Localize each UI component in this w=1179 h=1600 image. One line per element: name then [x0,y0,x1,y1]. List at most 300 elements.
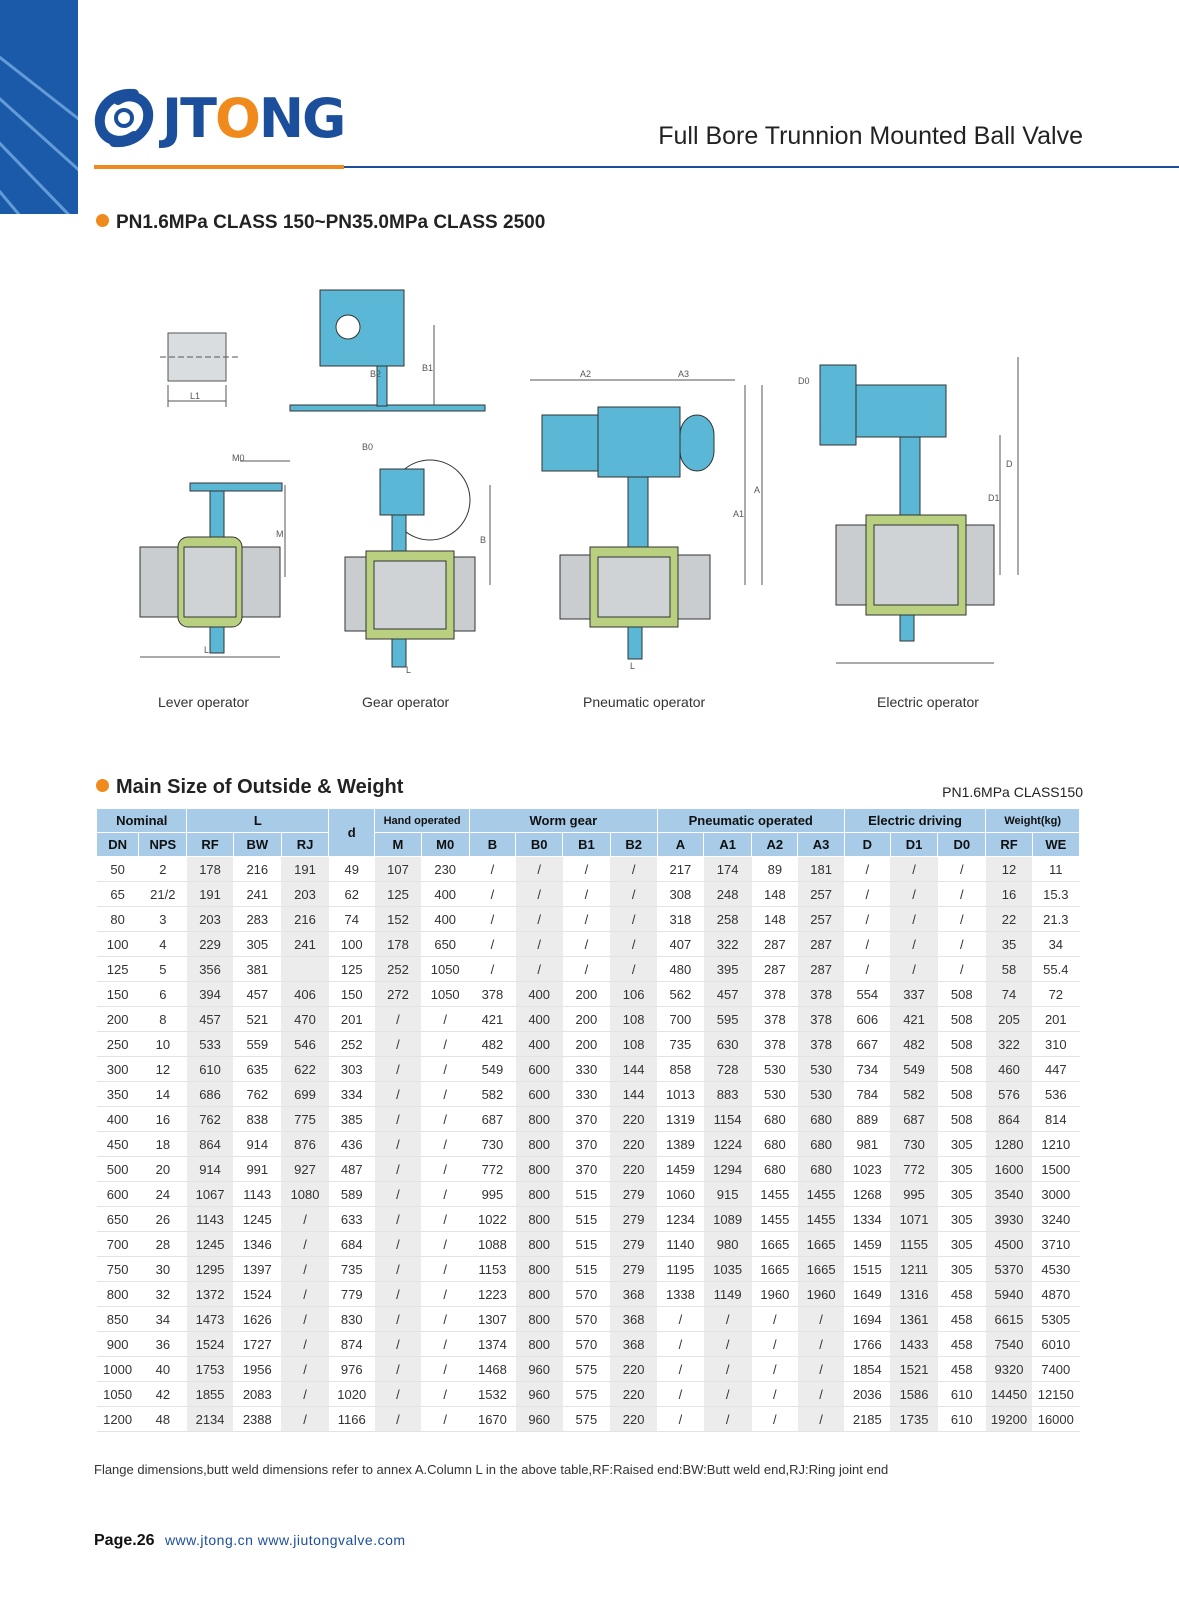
table-cell: 582 [469,1082,515,1107]
table-cell: 5 [139,957,187,982]
table-cell: / [844,932,890,957]
table-cell: 400 [516,1007,563,1032]
table-cell: 378 [752,982,798,1007]
table-cell: 1521 [890,1357,937,1382]
table-cell: 330 [563,1082,610,1107]
table-cell: / [421,1107,469,1132]
table-cell: / [752,1307,798,1332]
logo-mark-icon [94,86,154,150]
table-cell: / [798,1407,844,1432]
table-row [97,957,1080,982]
table-cell: / [375,1057,421,1082]
table-cell: / [281,1407,328,1432]
table-cell: / [938,932,986,957]
table-cell: 960 [516,1382,563,1407]
pneumatic-valve [530,369,762,671]
table-cell: / [938,957,986,982]
table-cell: 1210 [1032,1132,1079,1157]
table-cell: 980 [704,1232,752,1257]
table-cell: 549 [890,1057,937,1082]
table-cell: 400 [516,982,563,1007]
table-cell: 201 [329,1007,375,1032]
table-cell: / [421,1282,469,1307]
table-cell: 310 [1032,1032,1079,1057]
col-m0: M0 [421,833,469,857]
table-cell: 515 [563,1207,610,1232]
table-cell: / [469,932,515,957]
table-cell: 508 [938,1007,986,1032]
table-cell: / [375,1282,421,1307]
table-cell: 554 [844,982,890,1007]
table-cell: 370 [563,1107,610,1132]
table-cell: 217 [657,857,703,882]
table-cell: 330 [563,1057,610,1082]
table-row [97,1182,1080,1207]
col-dn: DN [97,833,139,857]
table-cell: 381 [233,957,281,982]
table-cell: 216 [281,907,328,932]
table-cell: 830 [329,1307,375,1332]
table-cell: 80 [97,907,139,932]
table-cell: 334 [329,1082,375,1107]
table-cell: 487 [329,1157,375,1182]
table-cell: / [375,1132,421,1157]
table-cell: 457 [233,982,281,1007]
header-rule-blue [344,166,1179,168]
table-cell: 530 [752,1057,798,1082]
table-cell: / [752,1407,798,1432]
gear-box-detail [290,290,485,411]
gear-valve [345,442,490,675]
table-cell: 58 [986,957,1032,982]
table-cell: 20 [139,1157,187,1182]
table-cell: / [421,1382,469,1407]
table-cell: 1455 [752,1182,798,1207]
table-cell: 400 [97,1107,139,1132]
table-cell: 850 [97,1307,139,1332]
table-cell: 800 [516,1332,563,1357]
table-cell: / [375,1407,421,1432]
table-cell: 1155 [890,1232,937,1257]
table-cell: 229 [187,932,233,957]
table-cell: 460 [986,1057,1032,1082]
table-row [97,1132,1080,1157]
table-cell: 318 [657,907,703,932]
col-d1: D1 [890,833,937,857]
table-cell: / [375,1332,421,1357]
table-cell: 178 [375,932,421,957]
table-cell: 125 [97,957,139,982]
table-cell: 21/2 [139,882,187,907]
table-cell: 530 [798,1057,844,1082]
table-cell: / [938,907,986,932]
table-cell: 570 [563,1332,610,1357]
table-cell: 1670 [469,1407,515,1432]
table-cell: / [657,1332,703,1357]
table-cell: / [375,1107,421,1132]
table-pressure-note: PN1.6MPa CLASS150 [942,784,1083,800]
table-row [97,1007,1080,1032]
electric-valve [798,357,1018,663]
table-cell: 174 [704,857,752,882]
table-cell: 368 [610,1307,657,1332]
table-cell: 220 [610,1132,657,1157]
table-cell: 150 [329,982,375,1007]
label-a1: A1 [733,509,745,519]
table-cell: 279 [610,1232,657,1257]
table-cell: 700 [657,1007,703,1032]
label-a3: A3 [678,369,690,379]
col-rj: RJ [281,833,328,857]
table-cell: 800 [516,1157,563,1182]
website-links[interactable]: www.jtong.cn www.jiutongvalve.com [164,1532,406,1548]
table-cell: / [798,1332,844,1357]
brand-name: JTONG [162,86,345,150]
table-cell: 458 [938,1357,986,1382]
table-cell: 1143 [187,1207,233,1232]
table-cell: 3240 [1032,1207,1079,1232]
table-cell: 356 [187,957,233,982]
table-cell: 864 [986,1107,1032,1132]
col-m: M [375,833,421,857]
group-d: d [329,809,375,857]
table-cell: 772 [469,1157,515,1182]
table-cell: 915 [704,1182,752,1207]
table-cell: 7400 [1032,1357,1079,1382]
table-cell: 350 [97,1082,139,1107]
table-cell: / [469,882,515,907]
table-cell: 458 [938,1282,986,1307]
table-cell: 152 [375,907,421,932]
table-cell: 762 [187,1107,233,1132]
table-cell: 34 [1032,932,1079,957]
table-cell: 305 [938,1207,986,1232]
table-cell: 287 [752,957,798,982]
table-cell: 684 [329,1232,375,1257]
table-cell: 24 [139,1182,187,1207]
lever-handle-detail [160,333,240,407]
table-cell: 4 [139,932,187,957]
table-cell: 1295 [187,1257,233,1282]
table-cell: 1372 [187,1282,233,1307]
table-cell: 633 [329,1207,375,1232]
table-cell: / [469,857,515,882]
table-cell: 1149 [704,1282,752,1307]
table-cell: 1140 [657,1232,703,1257]
table-row [97,982,1080,1007]
table-cell: 1459 [844,1232,890,1257]
table-cell: 1500 [1032,1157,1079,1182]
label-b: B [480,535,487,545]
table-cell: 72 [1032,982,1079,1007]
table-cell: 680 [798,1157,844,1182]
table-cell: 1080 [281,1182,328,1207]
table-cell: 1000 [97,1357,139,1382]
table-cell: 106 [610,982,657,1007]
col-nps: NPS [139,833,187,857]
table-cell: 610 [938,1407,986,1432]
table-cell: / [563,882,610,907]
col-a2: A2 [752,833,798,857]
table-cell: 305 [233,932,281,957]
table-cell: 4500 [986,1232,1032,1257]
table-cell: / [610,932,657,957]
table-cell: / [516,932,563,957]
group-worm-gear: Worm gear [469,809,657,833]
table-cell: / [375,1182,421,1207]
table-cell: 305 [938,1182,986,1207]
table-cell: 995 [890,1182,937,1207]
table-cell: 1960 [752,1282,798,1307]
table-cell: 15.3 [1032,882,1079,907]
table-cell: 515 [563,1257,610,1282]
table-cell: / [421,1332,469,1357]
page-footer [94,1532,406,1550]
table-cell: 1050 [97,1382,139,1407]
table-cell: 50 [97,857,139,882]
table-cell: / [844,957,890,982]
table-cell: / [563,957,610,982]
section-title: Main Size of Outside & Weight [96,776,403,799]
table-cell: 216 [233,857,281,882]
table-cell: / [752,1332,798,1357]
table-cell: 400 [421,882,469,907]
table-cell: / [610,957,657,982]
table-cell: 181 [798,857,844,882]
table-cell: 482 [469,1032,515,1057]
table-cell: 2185 [844,1407,890,1432]
label-d0: D0 [798,376,810,386]
table-cell: 1397 [233,1257,281,1282]
table-cell: / [421,1307,469,1332]
table-cell: / [890,857,937,882]
table-cell: 283 [233,907,281,932]
table-cell: 74 [329,907,375,932]
table-cell: / [657,1307,703,1332]
table-cell: / [798,1357,844,1382]
table-cell: 241 [233,882,281,907]
table-cell: 148 [752,907,798,932]
table-cell: 772 [890,1157,937,1182]
table-cell: 36 [139,1332,187,1357]
table-cell: / [281,1232,328,1257]
table-cell: 508 [938,1082,986,1107]
table-cell: 1022 [469,1207,515,1232]
lever-valve [140,453,290,657]
table-cell: 762 [233,1082,281,1107]
table-cell: 458 [938,1332,986,1357]
table-cell: 680 [752,1132,798,1157]
table-cell: / [421,1357,469,1382]
table-row [97,1357,1080,1382]
table-cell: 305 [938,1232,986,1257]
table-cell: 1455 [798,1182,844,1207]
table-cell: 337 [890,982,937,1007]
table-cell: 508 [938,1107,986,1132]
label-b0: B0 [362,442,374,452]
table-cell: 201 [1032,1007,1079,1032]
table-cell: / [421,1207,469,1232]
table-cell: / [704,1357,752,1382]
table-cell: 687 [890,1107,937,1132]
pressure-range: PN1.6MPa CLASS 150~PN35.0MPa CLASS 2500 [96,212,545,234]
table-cell: 500 [97,1157,139,1182]
table-cell: 630 [704,1032,752,1057]
table-cell: 258 [704,907,752,932]
table-cell: 1088 [469,1232,515,1257]
table-cell: 305 [938,1132,986,1157]
caption-lever: Lever operator [158,694,250,710]
table-cell: / [890,907,937,932]
caption-electric: Electric operator [877,694,979,710]
table-cell: 680 [798,1107,844,1132]
table-cell: 1665 [798,1257,844,1282]
table-cell: 55.4 [1032,957,1079,982]
table-cell: 16 [139,1107,187,1132]
table-cell: 1665 [752,1257,798,1282]
col-b1: B1 [563,833,610,857]
table-cell: 680 [798,1132,844,1157]
col-b: B [469,833,515,857]
table-cell: 220 [610,1382,657,1407]
table-cell: 230 [421,857,469,882]
table-cell: / [610,882,657,907]
table-cell: 32 [139,1282,187,1307]
table-cell: 1855 [187,1382,233,1407]
table-cell: 370 [563,1132,610,1157]
table-cell: / [281,1332,328,1357]
header-rule-orange [94,165,344,169]
table-cell: 241 [281,932,328,957]
table-cell: 1224 [704,1132,752,1157]
table-cell: 1334 [844,1207,890,1232]
label-a2: A2 [580,369,592,379]
table-cell: 1223 [469,1282,515,1307]
table-cell: 40 [139,1357,187,1382]
table-cell: 680 [752,1157,798,1182]
table-cell: 1459 [657,1157,703,1182]
col-weight-rf: RF [986,833,1032,857]
group-weight: Weight(kg) [986,809,1080,833]
table-cell: 2036 [844,1382,890,1407]
table-cell: 549 [469,1057,515,1082]
table-cell: 220 [610,1107,657,1132]
table-cell: 16000 [1032,1407,1079,1432]
table-cell: 4870 [1032,1282,1079,1307]
table-cell: 800 [516,1107,563,1132]
table-cell: 1245 [233,1207,281,1232]
table-cell: 650 [421,932,469,957]
table-cell: 800 [516,1232,563,1257]
table-cell: 21.3 [1032,907,1079,932]
table-cell: 378 [798,1032,844,1057]
table-cell: 457 [187,1007,233,1032]
table-cell: 1956 [233,1357,281,1382]
table-cell: 1071 [890,1207,937,1232]
table-cell: 1433 [890,1332,937,1357]
table-cell: 1524 [233,1282,281,1307]
table-cell: 570 [563,1282,610,1307]
table-cell: 1346 [233,1232,281,1257]
page-title: Full Bore Trunnion Mounted Ball Valve [658,122,1083,150]
table-cell: 635 [233,1057,281,1082]
table-cell: 680 [752,1107,798,1132]
table-cell: 1455 [798,1207,844,1232]
table-cell: 482 [890,1032,937,1057]
table-cell: / [421,1007,469,1032]
table-cell: / [563,932,610,957]
table-cell: 981 [844,1132,890,1157]
table-cell: 1473 [187,1307,233,1332]
table-cell: 3000 [1032,1182,1079,1207]
table-cell: 252 [375,957,421,982]
table-cell: 559 [233,1032,281,1057]
valve-drawings [130,285,1050,725]
table-cell: 562 [657,982,703,1007]
table-cell: / [563,907,610,932]
table-cell: 9320 [986,1357,1032,1382]
table-cell: 1211 [890,1257,937,1282]
table-cell: 1268 [844,1182,890,1207]
table-cell: / [469,957,515,982]
table-row [97,932,1080,957]
table-cell: 800 [516,1132,563,1157]
table-cell: 991 [233,1157,281,1182]
table-cell: 191 [281,857,328,882]
table-cell: / [516,882,563,907]
table-cell: 436 [329,1132,375,1157]
label-d: D [1006,459,1013,469]
table-row [97,1307,1080,1332]
col-d0: D0 [938,833,986,857]
table-cell: / [704,1382,752,1407]
table-cell: 89 [752,857,798,882]
table-cell: 700 [97,1232,139,1257]
table-cell: 570 [563,1307,610,1332]
table-cell: 203 [281,882,328,907]
table-cell: / [844,882,890,907]
table-cell: 378 [752,1032,798,1057]
table-cell: 1023 [844,1157,890,1182]
table-cell: 421 [890,1007,937,1032]
table-cell: 34 [139,1307,187,1332]
table-cell: 515 [563,1232,610,1257]
label-m0: M0 [232,453,245,463]
table-cell: 775 [281,1107,328,1132]
table-cell: 914 [187,1157,233,1182]
table-column-header [97,833,1080,857]
table-cell: 368 [610,1332,657,1357]
table-cell: / [421,1232,469,1257]
table-cell: 28 [139,1232,187,1257]
table-cell: 858 [657,1057,703,1082]
table-cell: 395 [704,957,752,982]
table-cell: 4530 [1032,1257,1079,1282]
table-cell: 406 [281,982,328,1007]
table-cell: 19200 [986,1407,1032,1432]
table-cell: 178 [187,857,233,882]
table-cell: 1153 [469,1257,515,1282]
table-cell: 400 [516,1032,563,1057]
label-l-gear: L [406,665,412,675]
table-cell: / [281,1382,328,1407]
table-cell: 1234 [657,1207,703,1232]
table-cell: 14450 [986,1382,1032,1407]
table-cell: / [704,1307,752,1332]
table-cell: 2388 [233,1407,281,1432]
table-cell: 1294 [704,1157,752,1182]
table-cell: / [281,1282,328,1307]
